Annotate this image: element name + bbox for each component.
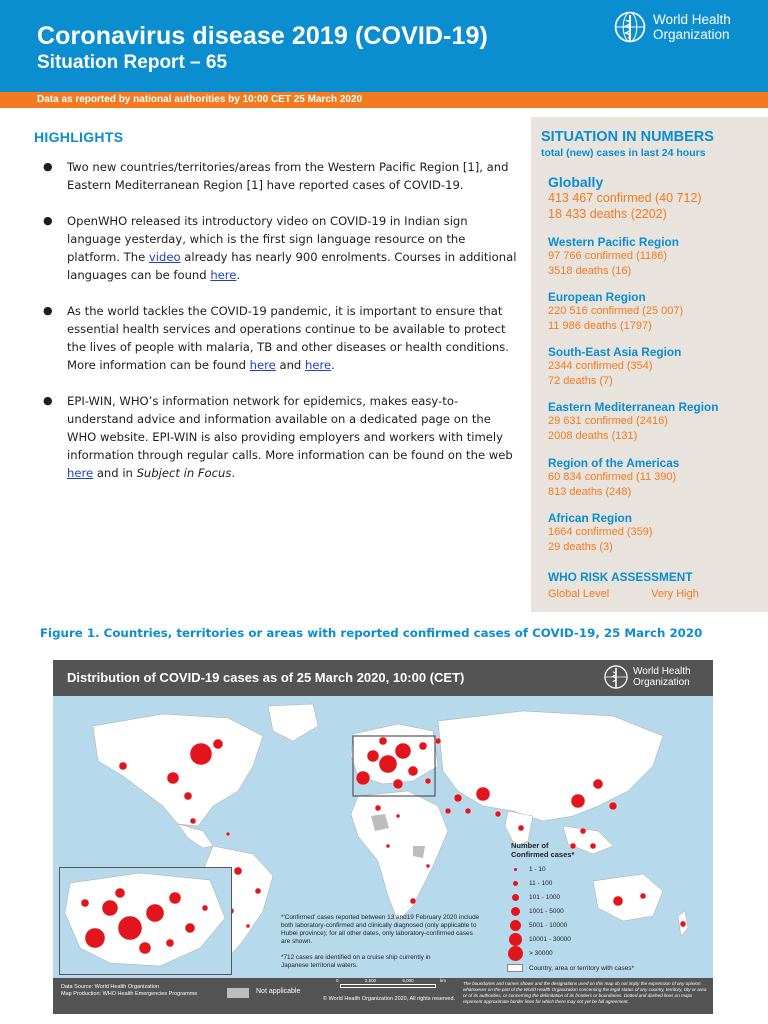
region-name: South-East Asia Region [548,345,682,359]
risk-heading: WHO RISK ASSESSMENT [548,570,693,584]
africa-land [351,791,448,921]
map-sources [61,984,197,998]
region-south-east-asia [548,345,681,389]
confirmed-count: 413 467 confirmed (40 712) [548,191,702,205]
not-applicable-area [413,846,425,858]
org-line-1: World Health [653,12,731,27]
legend-item [507,890,707,904]
legend-item [507,904,707,918]
highlight-text: As the world tackles the COVID-19 pandemic, it is important to ensure that essential health services and operations continue to be available to protect the lives of people with malaria, TB and other diseases or health conditions. More information can be found [67,304,509,372]
europe-inset-map [59,867,232,975]
bullet-icon: ● [43,304,53,317]
region-name: Region of the Americas [548,456,680,470]
region-western-pacific [548,235,679,279]
legend-item [507,876,707,890]
situation-subheading: total (new) cases in last 24 hours [541,147,706,159]
video-link[interactable]: video [148,250,181,264]
bullet-icon: ● [43,214,53,227]
confirmed-count: 29 631 confirmed (2416) [548,415,668,427]
legend-label: > 30000 [529,949,553,957]
region-eastern-mediterranean [548,400,718,444]
death-count: 72 deaths (7) [548,375,613,387]
region-name: European Region [548,290,646,304]
legend-label: 11 - 100 [529,879,553,887]
not-applicable-swatch-icon [227,988,249,998]
legend-bubble-icon [514,868,517,871]
confirmed-count: 60 834 confirmed (11 390) [548,471,677,483]
region-european [548,290,683,334]
confirmed-count: 1664 confirmed (359) [548,526,653,538]
org-line-2: Organization [653,27,730,42]
death-count: 3518 deaths (16) [548,265,632,277]
region-name: African Region [548,511,632,525]
scale-labels [336,978,446,983]
europe-inset-graphic [60,868,231,974]
bullet-icon: ● [43,160,53,173]
highlight-text: already has nearly 900 enrolments. Courses in additional languages can be found [67,250,517,282]
highlight-item [40,158,520,194]
who-org-name [653,12,731,42]
legend-bubble-icon [509,933,522,946]
central-america-land [178,824,213,848]
org-line-2: Organization [633,677,690,688]
org-line-1: World Health [633,666,691,677]
who-logo [613,10,731,44]
data-note-bar [0,92,768,108]
highlight-item [40,392,520,482]
here-link[interactable]: here [304,358,332,372]
map-disclaimer: The boundaries and names shown and the designations used on this map do not imply the expression of any opinion whatsoever on the part of the World Health Organization concerning the legal status of any country, territory, city or area or of its authorities, or concerning the delimitation of its frontiers or boundaries. Dotted and dashed lines on maps represent approximate border lines for which there may not yet be full agreement. [463,981,707,1004]
highlight-text: and [275,358,305,372]
death-count: 18 433 deaths (2202) [548,207,667,221]
legend-label: 101 - 1000 [529,893,561,901]
scale-bar [340,984,436,988]
region-name: Western Pacific Region [548,235,679,249]
greenland-land [268,704,318,741]
region-african [548,511,653,555]
death-count: 29 deaths (3) [548,541,613,553]
highlights-heading: HIGHLIGHTS [34,129,124,145]
highlight-text: EPI-WIN, WHO’s information network for epidemics, makes easy-to-understand advice and information available on a dedicated page on the WHO website. EPI-WIN is also providing employers and workers with timely information through regular calls. More information can be found on the web [67,394,513,462]
map-footer [53,978,713,1014]
legend-label: 1 - 10 [529,865,546,873]
world-map [53,660,713,1014]
legend-item [507,918,707,932]
map-production: Map Production: WHO Health Emergencies Programme [61,991,198,997]
data-note: Data as reported by national authorities by 10:00 CET 25 March 2020 [37,94,363,105]
highlight-text: and in [93,466,137,480]
legend-bubble-icon [513,881,518,886]
region-name: Globally [548,174,604,190]
map-legend [507,842,707,972]
death-count: 2008 deaths (131) [548,430,638,442]
data-source: Data Source: World Health Organization [61,984,160,990]
who-emblem-icon [603,664,629,690]
bullet-icon: ● [43,394,53,407]
risk-level-label: Global Level [548,588,610,600]
who-emblem-icon [613,10,647,44]
legend-item [507,932,707,946]
figure-caption: Figure 1. Countries, territories or areas with reported confirmed cases of COVID-19, 25 March 2020 [40,626,703,640]
scale-0: 0 [336,978,339,983]
legend-label: 10001 - 30000 [529,935,571,943]
highlights-list [40,158,520,500]
legend-label: Country, area or territory with cases* [529,964,634,972]
risk-level-value: Very High [651,588,699,600]
confirmed-cases-note: *'Confirmed' cases reported between 13 and19 February 2020 include both laboratory-confirmed and clinically diagnosed (only applicable to Hubei province); for all other dates, only laboratory-confirmed cases are shown. [281,914,480,945]
subject-in-focus: Subject in Focus [136,466,232,480]
cruise-ship-note: *712 cases are identified on a cruise ship currently in Japanese territorial waters. [281,954,431,969]
confirmed-count: 97 766 confirmed (1186) [548,250,668,262]
not-applicable-label: Not applicable [256,988,301,995]
here-link[interactable]: here [249,358,276,372]
scale-1: 2,500 [364,978,377,983]
asia-land [438,711,663,821]
highlight-text: OpenWHO released its introductory video on COVID-19 in Indian sign language yesterday, which is the first sign language resource on the platform. The [67,214,468,264]
north-america-land [93,714,263,826]
here-link[interactable]: here [67,466,94,480]
legend-title-2: Confirmed cases* [511,849,575,859]
legend-title-1: Number of [511,841,549,850]
map-title: Distribution of COVID-19 cases as of 25 March 2020, 10:00 (CET) [67,670,465,685]
here-link[interactable]: here [210,268,237,282]
risk-assessment [548,570,699,600]
scale-unit: km [439,978,446,983]
legend-label: 5001 - 10000 [529,921,568,929]
risk-row [548,588,699,600]
highlight-text: . [236,268,241,282]
legend-bubble-icon [510,920,521,931]
region-americas [548,456,679,500]
highlight-text: Two new countries/territories/areas from the Western Pacific Region [1], and Eastern Mediterranean Region [1] have reported cases of COVID-19. [67,160,509,192]
map-who-logo [603,664,691,690]
legend-label: 1001 - 5000 [529,907,564,915]
country-swatch-icon [507,964,523,972]
legend-country-item [507,964,707,972]
situation-sidebar [531,117,768,612]
region-name: Eastern Mediterranean Region [548,400,719,414]
legend-bubble-icon [508,946,523,961]
highlight-text: . [231,466,236,480]
legend-bubble-icon [512,894,519,901]
map-header [53,660,713,696]
region-global [548,174,702,222]
report-header [0,0,768,92]
highlight-item [40,302,520,374]
map-org-name [633,666,691,688]
legend-bubble-icon [511,907,520,916]
scale-2: 5,000 [402,978,414,983]
highlight-item [40,212,520,284]
legend-item [507,862,707,876]
situation-heading: SITUATION IN NUMBERS [541,129,714,145]
report-title: Coronavirus disease 2019 (COVID-19) [37,22,488,50]
report-subtitle: Situation Report – 65 [37,52,228,73]
death-count: 11 986 deaths (1797) [548,320,652,332]
legend-item [507,946,707,960]
copyright: © World Health Organization 2020, All rights reserved. [323,996,456,1002]
death-count: 813 deaths (248) [548,486,632,498]
confirmed-count: 220 516 confirmed (25 007) [548,305,684,317]
confirmed-count: 2344 confirmed (354) [548,360,653,372]
highlight-text: . [331,358,335,372]
